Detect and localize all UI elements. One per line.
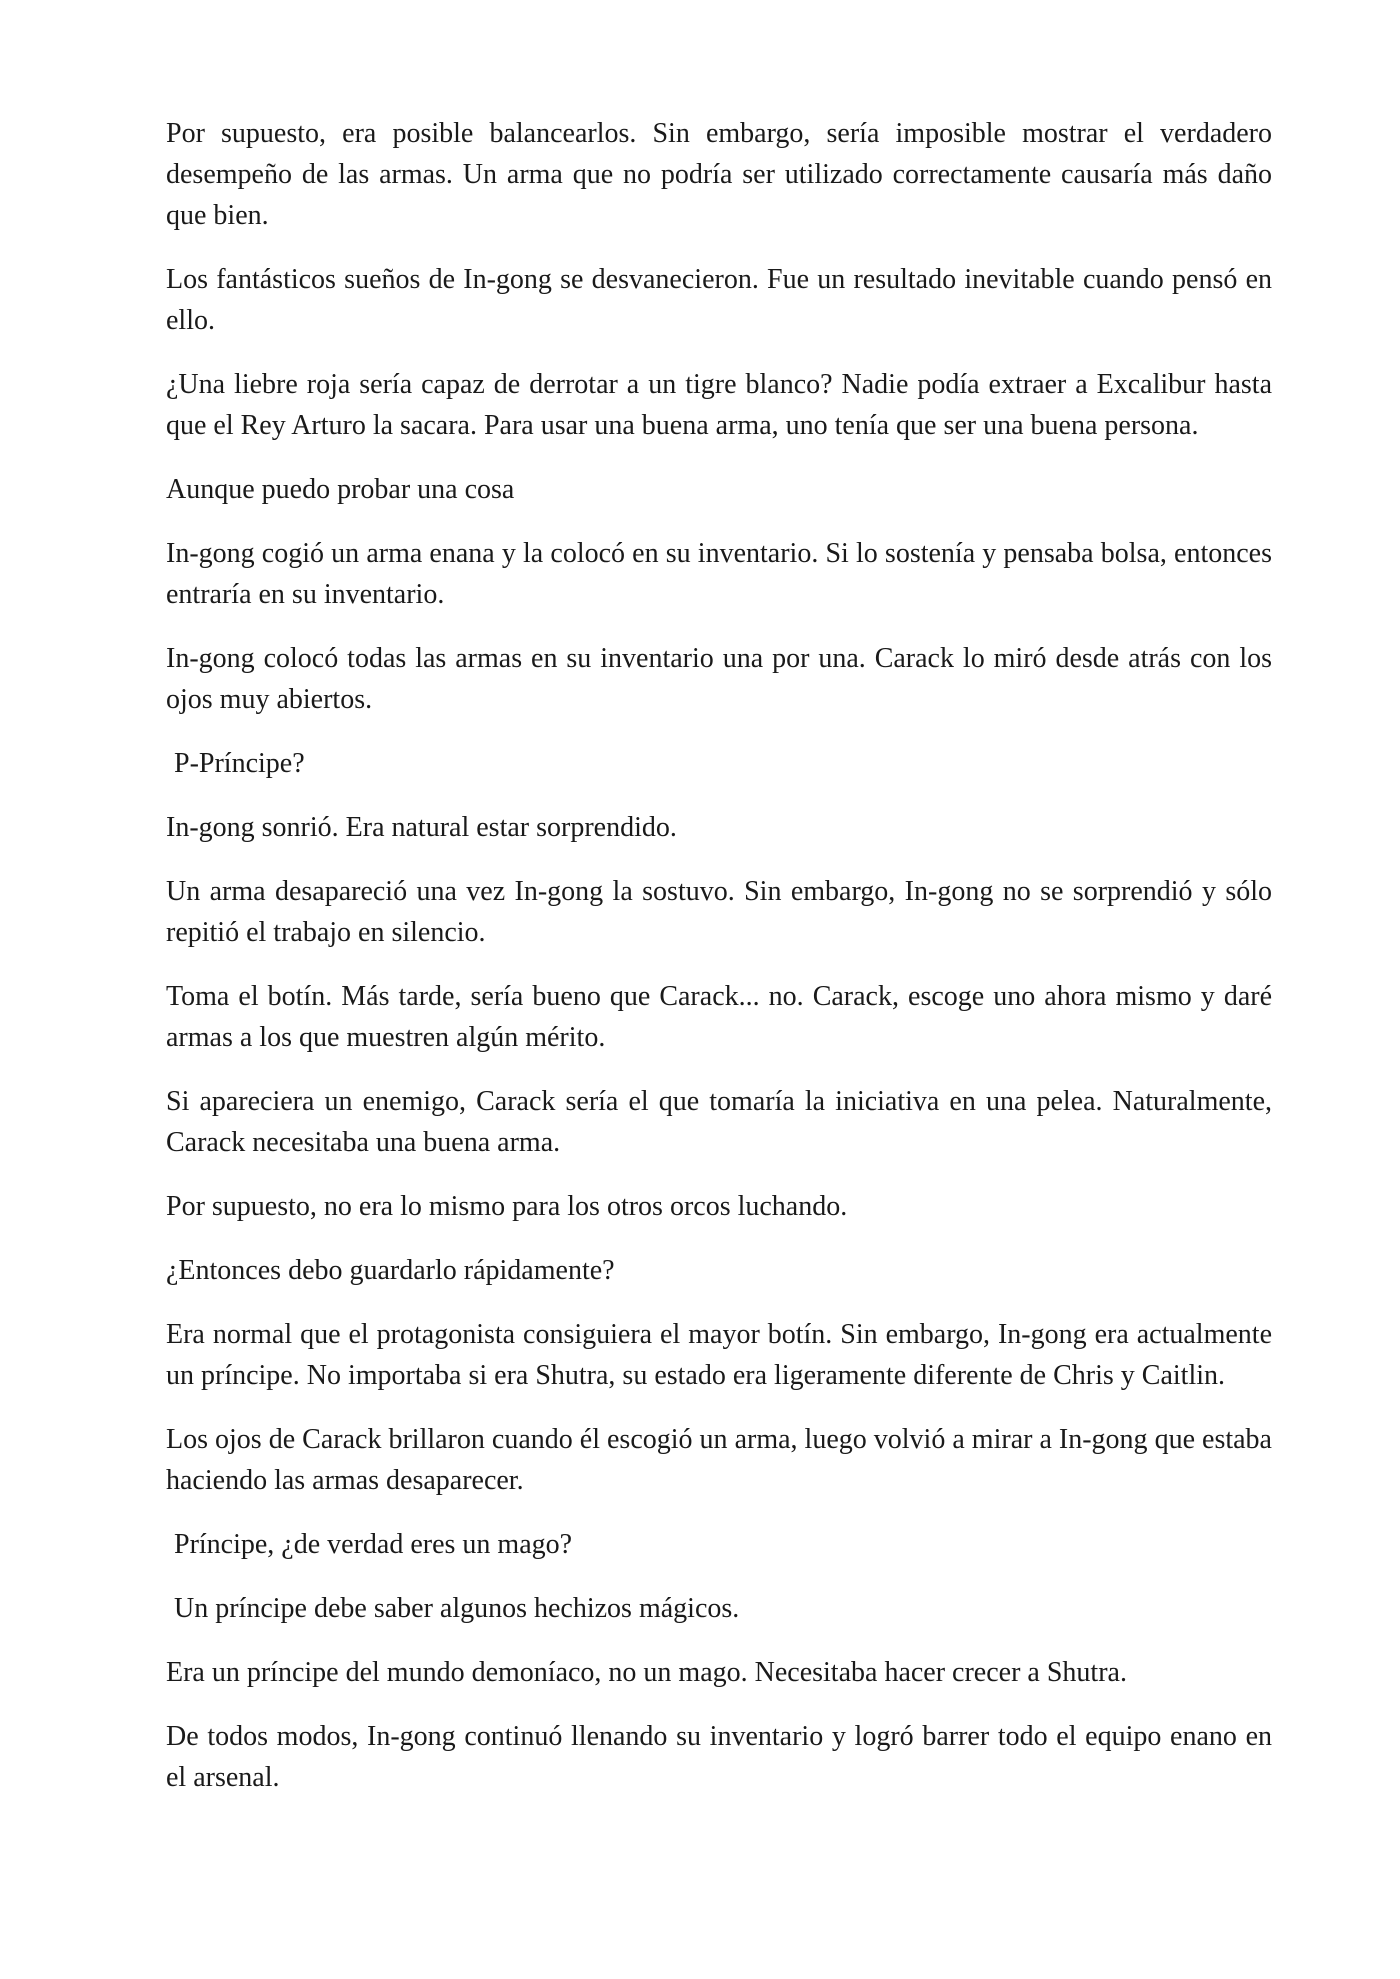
paragraph: Los fantásticos sueños de In-gong se desvanecieron. Fue un resultado inevitable cuando pensó en ello. bbox=[166, 264, 1272, 336]
paragraph: Príncipe, ¿de verdad eres un mago? bbox=[174, 1529, 573, 1560]
text-column bbox=[166, 113, 1272, 1821]
paragraph: In-gong sonrió. Era natural estar sorprendido. bbox=[166, 812, 677, 843]
paragraph: Por supuesto, era posible balancearlos. Sin embargo, sería imposible mostrar el verdadero desempeño de las armas. Un arma que no podría ser utilizado correctamente causaría más daño que bien. bbox=[166, 118, 1272, 231]
paragraph: Los ojos de Carack brillaron cuando él escogió un arma, luego volvió a mirar a In-gong que estaba haciendo las armas desaparecer. bbox=[166, 1424, 1272, 1496]
paragraph: Era un príncipe del mundo demoníaco, no un mago. Necesitaba hacer crecer a Shutra. bbox=[166, 1657, 1127, 1688]
paragraph: Por supuesto, no era lo mismo para los otros orcos luchando. bbox=[166, 1191, 848, 1222]
paragraph: P-Príncipe? bbox=[174, 748, 305, 779]
paragraph: In-gong cogió un arma enana y la colocó en su inventario. Si lo sostenía y pensaba bolsa, entonces entraría en su inventario. bbox=[166, 538, 1272, 610]
paragraph: Un príncipe debe saber algunos hechizos mágicos. bbox=[174, 1593, 740, 1624]
paragraph: ¿Una liebre roja sería capaz de derrotar a un tigre blanco? Nadie podía extraer a Excalibur hasta que el Rey Arturo la sacara. Para usar una buena arma, uno tenía que ser una buena persona. bbox=[166, 369, 1272, 441]
paragraph: In-gong colocó todas las armas en su inventario una por una. Carack lo miró desde atrás con los ojos muy abiertos. bbox=[166, 643, 1272, 715]
paragraph: Aunque puedo probar una cosa bbox=[166, 474, 515, 505]
paragraph: Un arma desapareció una vez In-gong la sostuvo. Sin embargo, In-gong no se sorprendió y sólo repitió el trabajo en silencio. bbox=[166, 876, 1272, 948]
paragraph: ¿Entonces debo guardarlo rápidamente? bbox=[166, 1255, 615, 1286]
paragraph: De todos modos, In-gong continuó llenando su inventario y logró barrer todo el equipo enano en el arsenal. bbox=[166, 1721, 1272, 1793]
paragraph: Era normal que el protagonista consiguiera el mayor botín. Sin embargo, In-gong era actualmente un príncipe. No importaba si era Shutra, su estado era ligeramente diferente de Chris y Caitlin. bbox=[166, 1319, 1272, 1391]
paragraph: Toma el botín. Más tarde, sería bueno que Carack... no. Carack, escoge uno ahora mismo y daré armas a los que muestren algún mérito. bbox=[166, 981, 1272, 1053]
paragraph: Si apareciera un enemigo, Carack sería el que tomaría la iniciativa en una pelea. Naturalmente, Carack necesitaba una buena arma. bbox=[166, 1086, 1272, 1158]
